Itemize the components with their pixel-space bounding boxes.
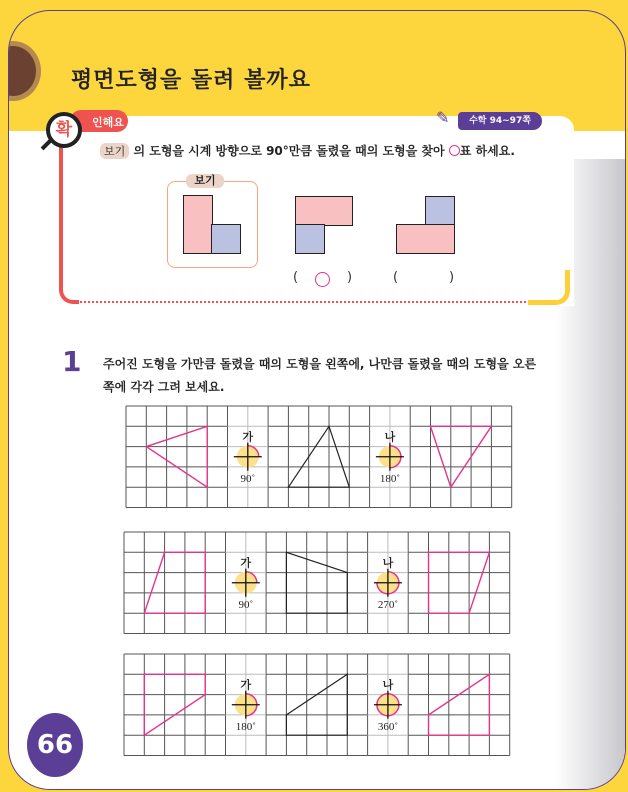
rotation-grid-3[interactable] bbox=[123, 653, 513, 757]
example-blue-square bbox=[211, 224, 241, 254]
book-pencil-icon: ✎ bbox=[436, 108, 450, 127]
question-text bbox=[100, 142, 515, 159]
page-number: 66 bbox=[27, 713, 83, 777]
donut-icon bbox=[8, 41, 41, 101]
example-pink-rect bbox=[183, 195, 213, 254]
section-corner bbox=[528, 270, 570, 305]
question-suffix: 표 하세요. bbox=[459, 144, 515, 158]
textbook-reference-tag: 수학 94~97쪽 bbox=[458, 112, 542, 130]
option1-blue-square bbox=[295, 224, 325, 254]
right-rotation-label: 나 bbox=[382, 556, 394, 570]
option2-paren-close: ) bbox=[449, 270, 455, 285]
option2-blue-square bbox=[425, 196, 455, 226]
rotation-grid-1[interactable] bbox=[125, 405, 515, 509]
right-rotation-angle: 360˚ bbox=[377, 721, 398, 734]
right-rotation-angle: 270˚ bbox=[377, 599, 398, 612]
example-label: 보기 bbox=[186, 174, 224, 188]
problem-text: 주어진 도형을 가만큼 돌렸을 때의 도형을 왼쪽에, 나만큼 돌렸을 때의 도형을 오른쪽에 각각 그려 보세요. bbox=[103, 357, 537, 394]
left-rotation-label: 가 bbox=[240, 556, 252, 570]
example-chip: 보기 bbox=[100, 143, 129, 159]
option2-pink-rect bbox=[396, 224, 455, 254]
option1-paren-open: ( bbox=[293, 270, 299, 285]
magnifier-icon: 확 bbox=[46, 112, 82, 148]
problem-number: 1 bbox=[62, 345, 82, 378]
right-rotation-angle: 180˚ bbox=[379, 473, 400, 486]
left-rotation-label: 가 bbox=[242, 430, 254, 444]
left-rotation-angle: 180˚ bbox=[235, 721, 256, 734]
right-rotation-label: 나 bbox=[382, 678, 394, 692]
left-rotation-angle: 90˚ bbox=[240, 473, 256, 486]
grid-bg bbox=[124, 532, 510, 634]
question-body: 의 도형을 시계 방향으로 90°만큼 돌렸을 때의 도형을 찾아 bbox=[133, 144, 449, 158]
option1-pink-rect bbox=[295, 196, 353, 226]
dotted-divider bbox=[80, 301, 530, 303]
left-rotation-label: 가 bbox=[240, 678, 252, 692]
left-rotation-angle: 90˚ bbox=[238, 599, 254, 612]
option1-paren-close: ) bbox=[347, 270, 353, 285]
grid-bg bbox=[124, 654, 510, 756]
right-rotation-label: 나 bbox=[384, 430, 396, 444]
option2-paren-open: ( bbox=[393, 270, 399, 285]
section-border bbox=[59, 140, 79, 304]
grid-bg bbox=[126, 406, 512, 508]
rotation-grid-2[interactable] bbox=[123, 531, 513, 635]
circle-mark-icon bbox=[449, 145, 460, 156]
check-badge: 인해요 bbox=[70, 110, 128, 132]
page-title: 평면도형을 돌려 볼까요 bbox=[71, 68, 311, 93]
option1-answer-circle[interactable] bbox=[315, 272, 330, 287]
